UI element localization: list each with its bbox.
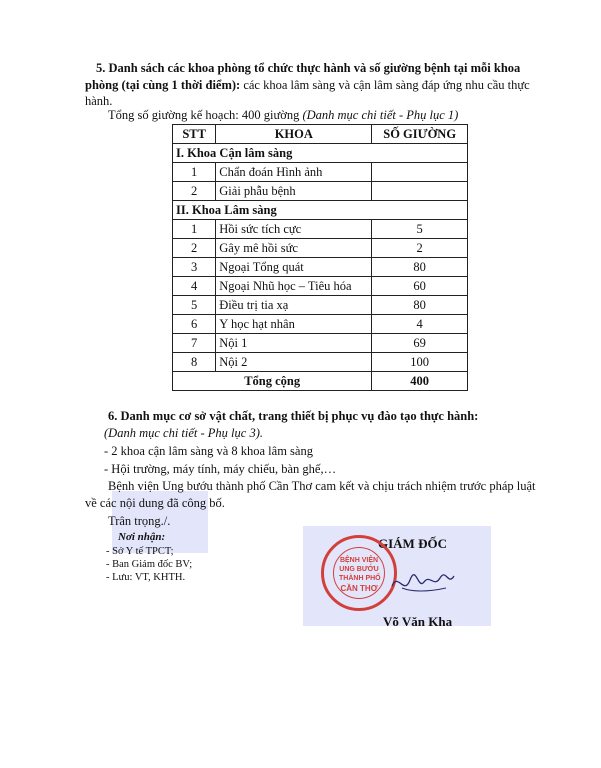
cell-stt: 1 bbox=[173, 163, 216, 182]
cell-khoa: Điều trị tia xạ bbox=[216, 296, 372, 315]
cell-so-giuong: 60 bbox=[372, 277, 468, 296]
section6-ref: (Danh mục chi tiết - Phụ lục 3). bbox=[104, 426, 263, 440]
total-beds-text: Tổng số giường kế hoạch: 400 giường bbox=[108, 108, 303, 122]
cell-so-giuong: 4 bbox=[372, 315, 468, 334]
cell-so-giuong: 100 bbox=[372, 353, 468, 372]
closing: Trân trọng./. bbox=[108, 514, 171, 528]
table-row bbox=[173, 334, 468, 353]
section6-heading: 6. Danh mục cơ sở vật chất, trang thiết bị phục vụ đào tạo thực hành: bbox=[108, 409, 479, 423]
stamp-text-line: BỆNH VIỆN bbox=[339, 557, 379, 564]
cell-stt: 3 bbox=[173, 258, 216, 277]
signature-title: GIÁM ĐỐC bbox=[378, 536, 447, 551]
recipient-item: - Sở Y tế TPCT; bbox=[106, 546, 174, 557]
table-row bbox=[173, 163, 468, 182]
handwritten-signature bbox=[388, 566, 458, 600]
table-row bbox=[173, 239, 468, 258]
cell-khoa: Giải phẫu bệnh bbox=[216, 182, 372, 201]
total-value: 400 bbox=[372, 372, 468, 391]
section6-bullet-1: - 2 khoa cận lâm sàng và 8 khoa lâm sàng bbox=[104, 444, 313, 458]
cell-khoa: Y học hạt nhân bbox=[216, 315, 372, 334]
cell-khoa: Nội 1 bbox=[216, 334, 372, 353]
cell-stt: 2 bbox=[173, 239, 216, 258]
recipient-item: - Lưu: VT, KHTH. bbox=[106, 572, 186, 583]
signer-name: Võ Văn Kha bbox=[383, 614, 453, 629]
section5-heading-line2 bbox=[85, 77, 530, 94]
stamp-text-line: CẦN THƠ bbox=[340, 584, 378, 593]
department-beds-table bbox=[172, 124, 468, 391]
table-row bbox=[173, 353, 468, 372]
group1-title-row bbox=[173, 144, 468, 163]
total-beds-line bbox=[108, 107, 458, 124]
cell-khoa: Chẩn đoán Hình ảnh bbox=[216, 163, 372, 182]
cell-so-giuong: 80 bbox=[372, 296, 468, 315]
header-stt: STT bbox=[173, 125, 216, 144]
recipient-item: - Ban Giám đốc BV; bbox=[106, 559, 193, 570]
cell-so-giuong: 2 bbox=[372, 239, 468, 258]
section5-heading-line3: hành. bbox=[85, 94, 113, 108]
cell-khoa: Ngoại Nhũ học – Tiêu hóa bbox=[216, 277, 372, 296]
cell-stt: 8 bbox=[173, 353, 216, 372]
table-total-row bbox=[173, 372, 468, 391]
table-row bbox=[173, 258, 468, 277]
cell-so-giuong: 80 bbox=[372, 258, 468, 277]
commitment-line1: Bệnh viện Ung bướu thành phố Cần Thơ cam kết và chịu trách nhiệm trước pháp luật bbox=[108, 479, 536, 493]
table-row bbox=[173, 182, 468, 201]
group2-title-row bbox=[173, 201, 468, 220]
recipients-title: Nơi nhận: bbox=[118, 531, 166, 543]
total-label: Tổng cộng bbox=[173, 372, 372, 391]
table-row bbox=[173, 315, 468, 334]
cell-khoa: Hồi sức tích cực bbox=[216, 220, 372, 239]
section5-heading-line1: 5. Danh sách các khoa phòng tổ chức thực hành và số giường bệnh tại mỗi khoa bbox=[96, 61, 521, 75]
cell-stt: 4 bbox=[173, 277, 216, 296]
cell-khoa: Nội 2 bbox=[216, 353, 372, 372]
section5-heading-rest: các khoa lâm sàng và cận lâm sàng đáp ứng nhu cầu thực bbox=[240, 78, 530, 92]
cell-so-giuong: 69 bbox=[372, 334, 468, 353]
table-row bbox=[173, 277, 468, 296]
cell-khoa: Gây mê hồi sức bbox=[216, 239, 372, 258]
cell-so-giuong bbox=[372, 182, 468, 201]
section6-bullet-2: - Hội trường, máy tính, máy chiếu, bàn ghế,… bbox=[104, 462, 337, 476]
table-header-row bbox=[173, 125, 468, 144]
cell-stt: 1 bbox=[173, 220, 216, 239]
table-row bbox=[173, 296, 468, 315]
cell-khoa: Ngoại Tổng quát bbox=[216, 258, 372, 277]
stamp-text-line: THÀNH PHỐ bbox=[339, 575, 381, 582]
total-beds-ref: (Danh mục chi tiết - Phụ lục 1) bbox=[302, 108, 459, 122]
cell-stt: 7 bbox=[173, 334, 216, 353]
commitment-line2: về các nội dung đã công bố. bbox=[85, 496, 225, 510]
table-row bbox=[173, 220, 468, 239]
cell-so-giuong bbox=[372, 163, 468, 182]
header-so-giuong: SỐ GIƯỜNG bbox=[372, 125, 468, 144]
cell-stt: 2 bbox=[173, 182, 216, 201]
stamp-text-line: UNG BƯỚU bbox=[339, 566, 379, 573]
cell-so-giuong: 5 bbox=[372, 220, 468, 239]
cell-stt: 6 bbox=[173, 315, 216, 334]
group1-title: I. Khoa Cận lâm sàng bbox=[173, 144, 468, 163]
group2-title: II. Khoa Lâm sàng bbox=[173, 201, 468, 220]
cell-stt: 5 bbox=[173, 296, 216, 315]
header-khoa: KHOA bbox=[216, 125, 372, 144]
section5-heading-bold: phòng (tại cùng 1 thời điểm): bbox=[85, 78, 241, 92]
